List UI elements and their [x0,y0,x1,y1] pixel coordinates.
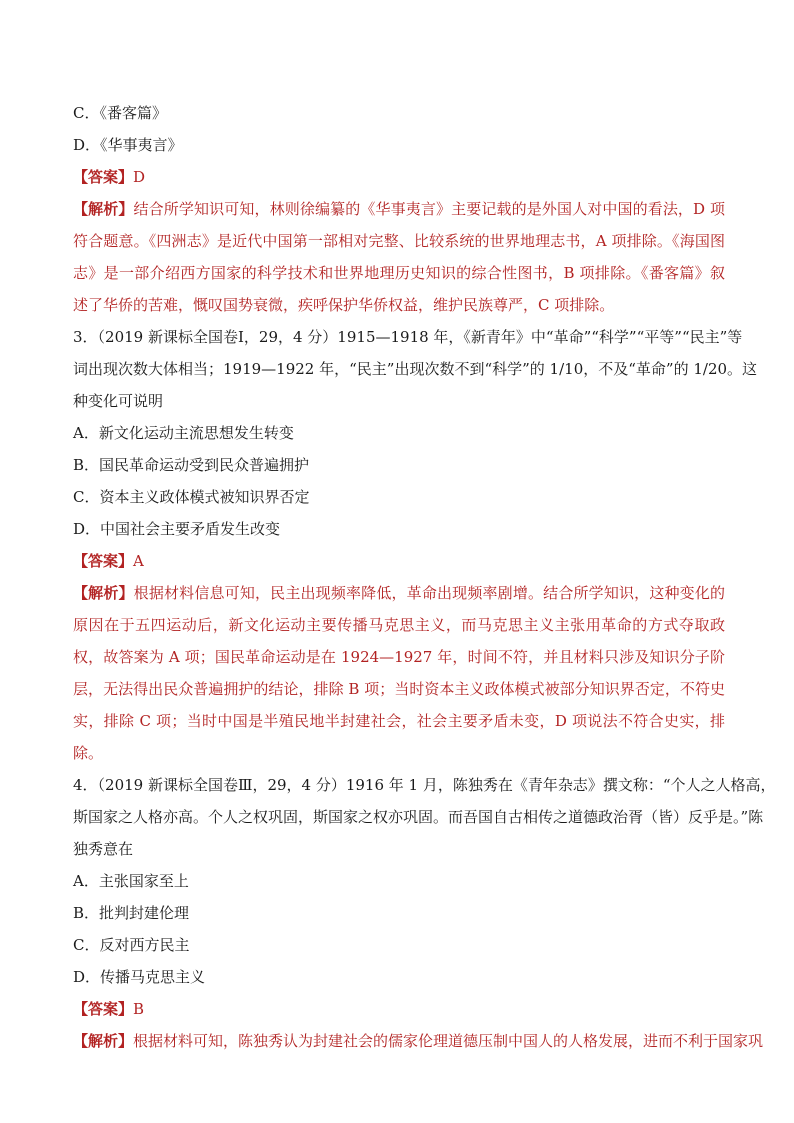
q4-option-b: B．批判封建伦理 [73,904,190,922]
q3-stem-line-1: 3．（2019 新课标全国卷Ⅰ，29，4 分）1915—1918 年，《新青年》中“革命”“科学”“平等”“民主”等 [73,328,743,346]
answer-value: A [133,552,144,570]
q4-stem-line-3: 独秀意在 [73,840,134,858]
q4-answer [73,993,725,1025]
q3-stem-line-2: 词出现次数大体相当；1919—1922 年，“民主”出现次数不到“科学”的 1/10，不及“革命”的 1/20。这 [73,360,758,378]
answer-tag: 【答案】 [73,168,134,186]
answer-value: D [133,168,146,186]
analysis-text: 结合所学知识可知，林则徐编纂的《华事夷言》主要记载的是外国人对中国的看法，D 项符合题意。《四洲志》是近代中国第一部相对完整、比较系统的世界地理志书，A 项排除。《海国图志》是一部介绍西方国家的科学技术和世界地理历史知识的综合性图书，B 项排除。《番客篇》叙述了华侨的苦难，慨叹国势衰微，疾呼保护华侨权益，维护民族尊严，C 项排除。 [73,200,725,314]
q4-option-c: C．反对西方民主 [73,936,190,954]
analysis-tag: 【解析】 [73,584,134,602]
q2-answer [73,161,725,193]
q4-option-a: A．主张国家至上 [73,872,189,890]
answer-value: B [133,1000,145,1018]
answer-tag: 【答案】 [73,1000,134,1018]
q4-option-d: D．传播马克思主义 [73,968,206,986]
q4-analysis [73,1025,764,1057]
q3-stem-line-3: 种变化可说明 [73,392,164,410]
q2-analysis [73,193,725,321]
q3-option-a: A．新文化运动主流思想发生转变 [73,424,294,442]
q2-option-c: C．《番客篇》 [73,104,167,122]
analysis-text: 根据材料可知，陈独秀认为封建社会的儒家伦理道德压制中国人的人格发展，进而不利于国家巩 [133,1032,764,1050]
q3-option-d: D．中国社会主要矛盾发生改变 [73,520,281,538]
q3-answer [73,545,725,577]
q2-option-d: D．《华事夷言》 [73,136,183,154]
q3-option-b: B．国民革命运动受到民众普遍拥护 [73,456,310,474]
analysis-tag: 【解析】 [73,1032,134,1050]
q4-stem-line-2: 斯国家之人格亦高。个人之权巩固，斯国家之权亦巩固。而吾国自古相传之道德政治胥（皆）反乎是。”陈 [73,808,764,826]
q3-analysis [73,577,725,769]
analysis-tag: 【解析】 [73,200,134,218]
answer-tag: 【答案】 [73,552,134,570]
document-page [73,97,776,1057]
q4-stem-line-1: 4．（2019 新课标全国卷Ⅲ，29，4 分）1916 年 1 月，陈独秀在《青年杂志》撰文称：“个人之人格高， [73,776,776,794]
analysis-text: 根据材料信息可知，民主出现频率降低，革命出现频率剧增。结合所学知识，这种变化的原因在于五四运动后，新文化运动主要传播马克思主义，而马克思主义主张用革命的方式夺取政权，故答案为 A 项；国民革命运动是在 1924—1927 年，时间不符，并且材料只涉及知识分子阶层，无法得出民众普遍拥护的结论，排除 B 项；当时资本主义政体模式被部分知识界否定，不符史实，排除 C 项；当时中国是半殖民地半封建社会，社会主要矛盾未变，D 项说法不符合史实，排除。 [73,584,725,762]
q3-option-c: C．资本主义政体模式被知识界否定 [73,488,310,506]
